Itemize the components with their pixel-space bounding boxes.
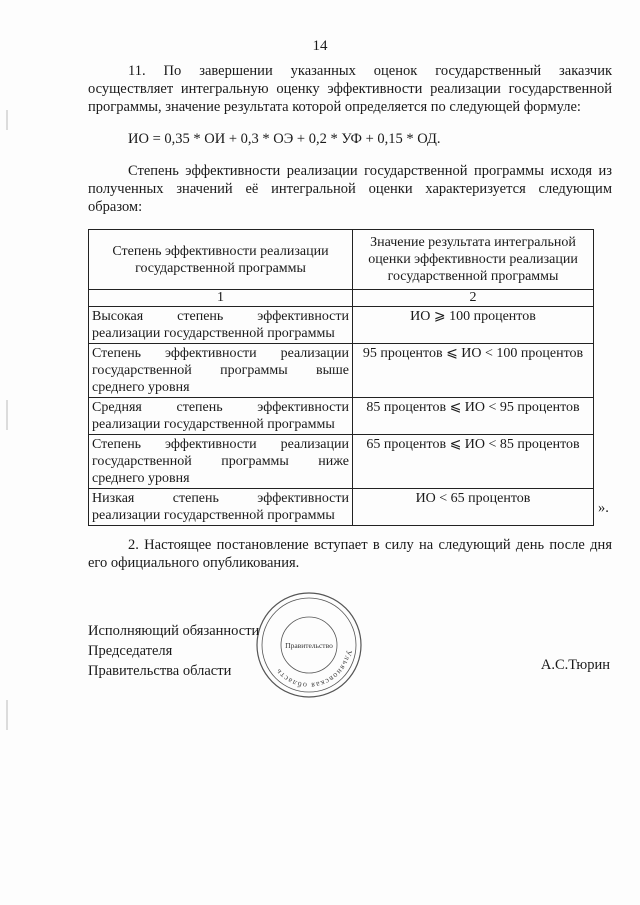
table-row: [89, 398, 594, 435]
column-number: 2: [353, 290, 594, 307]
paragraph-11: 11. По завершении указанных оценок государственный заказчик осуществляет интегральную оценку эффективности реализации государственной программы, значение результата которой определяется по следующей формуле:: [88, 63, 612, 115]
table-row: [89, 307, 594, 344]
signature-block: [88, 621, 259, 681]
table-row: [89, 489, 594, 526]
paragraph-2: 2. Настоящее постановление вступает в силу на следующий день после дня его официального опубликования.: [88, 537, 612, 571]
table-row: [89, 435, 594, 489]
value-cell: 95 процентов ⩽ ИО < 100 процентов: [353, 344, 594, 398]
degree-cell: Средняя степень эффективности реализации государственной программы: [89, 398, 353, 435]
header-degree: Степень эффективности реализации государственной программы: [89, 230, 353, 290]
integral-formula: ИО = 0,35 * ОИ + 0,3 * ОЭ + 0,2 * УФ + 0,15 * ОД.: [128, 131, 441, 147]
scan-margin-marks: [4, 100, 10, 880]
column-number-row: [89, 290, 594, 307]
column-number: 1: [89, 290, 353, 307]
signature-position-line: Исполняющий обязанности: [88, 623, 260, 639]
degree-cell: Низкая степень эффективности реализации государственной программы: [89, 489, 353, 526]
page-number: 14: [312, 38, 328, 54]
degree-cell: Степень эффективности реализации государственной программы ниже среднего уровня: [89, 435, 353, 489]
table-header-row: [89, 230, 594, 290]
degree-cell: Степень эффективности реализации государственной программы выше среднего уровня: [89, 344, 353, 398]
seal-ring-text: Ульяновская область: [273, 649, 354, 691]
signer-name: А.С.Тюрин: [540, 657, 610, 673]
table-row: [89, 344, 594, 398]
signature-position-line: Председателя: [88, 643, 173, 659]
value-cell: ИО < 65 процентов: [353, 489, 594, 526]
seal-center-text: Правительство: [285, 641, 333, 650]
value-cell: 65 процентов ⩽ ИО < 85 процентов: [353, 435, 594, 489]
closing-quote: ».: [598, 500, 609, 516]
intro-paragraph: Степень эффективности реализации государственной программы исходя из полученных значений её интегральной оценки характеризуется следующим образом:: [88, 163, 612, 215]
header-value: Значение результата интегральной оценки эффективности реализации государственной программы: [353, 230, 594, 290]
official-seal-icon: [254, 590, 364, 700]
value-cell: ИО ⩾ 100 процентов: [353, 307, 594, 344]
efficiency-table: [88, 229, 594, 526]
svg-text:Ульяновская область: [273, 649, 353, 690]
value-cell: 85 процентов ⩽ ИО < 95 процентов: [353, 398, 594, 435]
degree-cell: Высокая степень эффективности реализации государственной программы: [89, 307, 353, 344]
signature-position-line: Правительства области: [88, 663, 232, 679]
